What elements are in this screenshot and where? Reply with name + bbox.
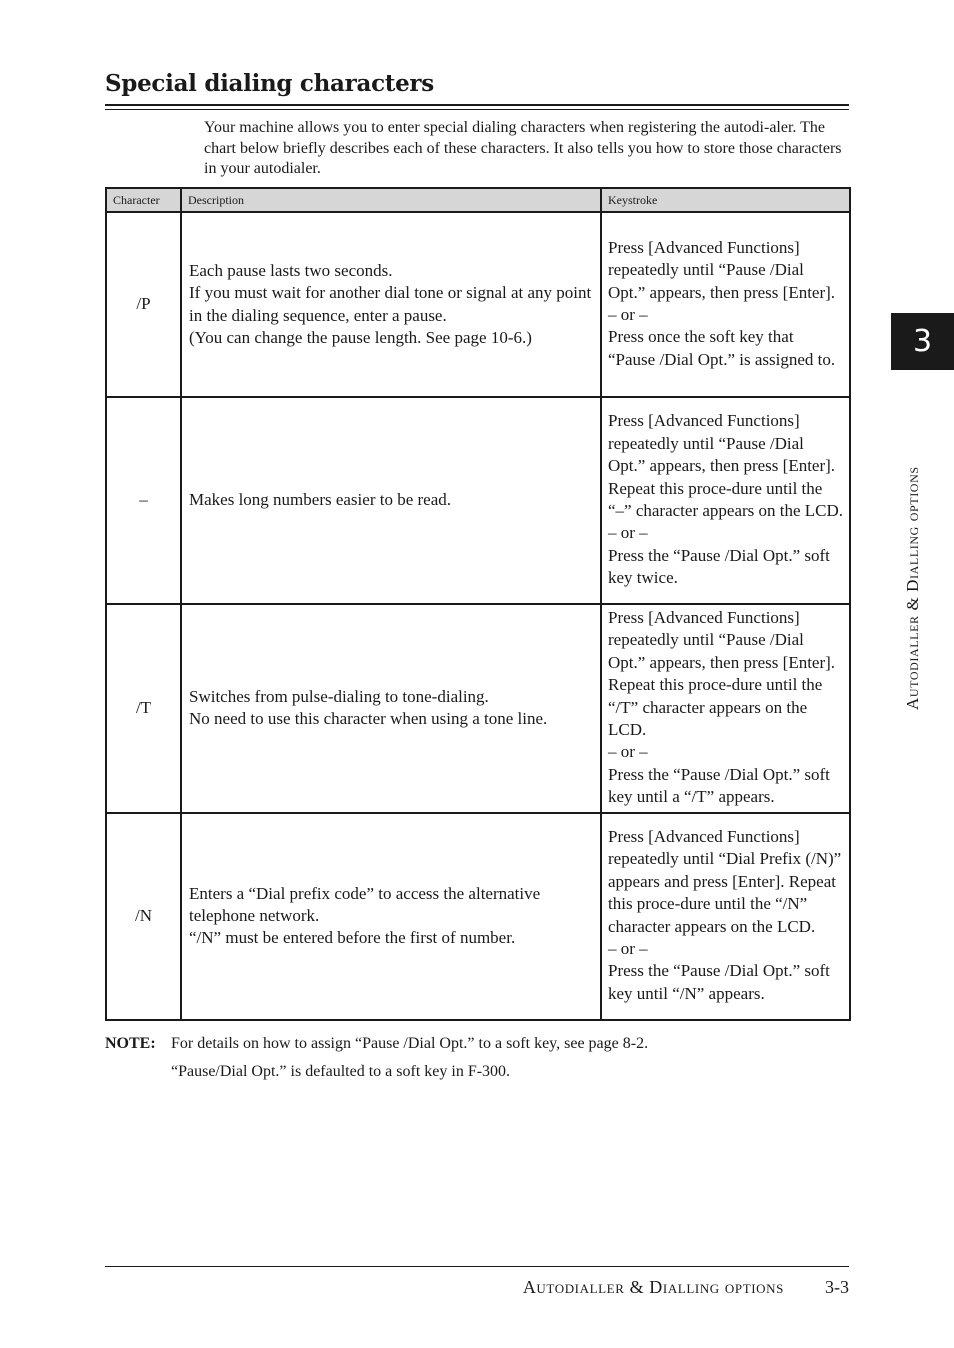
keystroke-separator: – or – [608, 939, 648, 959]
table-row [106, 813, 850, 1020]
keystroke-cell [601, 397, 850, 604]
keystroke-separator: – or – [608, 742, 648, 762]
keystroke-alternative: Press the “Pause /Dial Opt.” soft key until a “/T” appears. [608, 764, 830, 807]
description-cell [181, 813, 601, 1020]
page-number: 3-3 [825, 1277, 849, 1297]
keystroke-instruction: Press [Advanced Functions] repeatedly until “Pause /Dial Opt.” appears, then press [Enter]. [608, 237, 836, 302]
intro-paragraph: Your machine allows you to enter special dialing characters when registering the autodi-aler. The chart below briefly describes each of these characters. It also tells you how to store those characters in your autodialer. [204, 119, 842, 177]
chapter-tab: 3 [891, 313, 954, 370]
description-cell [181, 604, 601, 813]
title-rule-thin [105, 109, 849, 110]
special-characters-table [105, 187, 851, 1021]
table-row [106, 397, 850, 604]
note-label: NOTE: [105, 1035, 156, 1052]
description-line: No need to use this character when using a tone line. [189, 709, 548, 729]
chapter-side-label: Autodialler & Dialling options [903, 466, 922, 710]
description-cell [181, 397, 601, 604]
footer-rule [105, 1266, 849, 1267]
keystroke-alternative: Press once the soft key that “Pause /Dial Opt.” is assigned to. [608, 327, 836, 369]
description-line: If you must wait for another dial tone or signal at any point in the dialing sequence, enter a pause. [189, 283, 592, 325]
description-line: (You can change the pause length. See page 10-6.) [189, 327, 532, 347]
description-line: Switches from pulse-dialing to tone-dialing. [189, 686, 489, 706]
keystroke-alternative: Press the “Pause /Dial Opt.” soft key twice. [608, 545, 830, 588]
note-line: For details on how to assign “Pause /Dial Opt.” to a soft key, see page 8-2. [171, 1035, 649, 1052]
keystroke-instruction: Press [Advanced Functions] repeatedly until “Dial Prefix (/N)” appears and press [Enter]. Repeat this proce-dure until the “/N” character appears on the LCD. [608, 827, 842, 936]
character-cell: /T [106, 604, 181, 813]
description-line: Each pause lasts two seconds. [189, 260, 393, 280]
page-title: Special dialing characters [105, 70, 434, 97]
header-keystroke: Keystroke [601, 188, 850, 212]
character-cell: – [106, 397, 181, 604]
table-header-row [106, 188, 850, 212]
keystroke-separator: – or – [608, 305, 648, 324]
title-rule-thick [105, 104, 849, 106]
keystroke-instruction: Press [Advanced Functions] repeatedly until “Pause /Dial Opt.” appears, then press [Enter]. Repeat this proce-dure until the “–” character appears on the LCD. [608, 411, 844, 520]
footer-section-title: Autodialler & Dialling options [522, 1277, 784, 1297]
keystroke-alternative: Press the “Pause /Dial Opt.” soft key until “/N” appears. [608, 961, 830, 1003]
keystroke-cell [601, 604, 850, 813]
note-line: “Pause/Dial Opt.” is defaulted to a soft key in F-300. [171, 1063, 511, 1080]
keystroke-cell [601, 813, 850, 1020]
character-cell: /N [106, 813, 181, 1020]
description-cell [181, 212, 601, 397]
table-row [106, 212, 850, 397]
description-line: Enters a “Dial prefix code” to access the alternative telephone network. [189, 883, 541, 925]
table-row [106, 604, 850, 813]
header-description: Description [181, 188, 601, 212]
keystroke-instruction: Press [Advanced Functions] repeatedly until “Pause /Dial Opt.” appears, then press [Enter]. Repeat this proce-dure until the “/T” character appears on the LCD. [608, 608, 836, 740]
header-character: Character [106, 188, 181, 212]
character-cell: /P [106, 212, 181, 397]
description-line: “/N” must be entered before the first of number. [189, 928, 516, 948]
keystroke-separator: – or – [608, 523, 648, 543]
keystroke-cell [601, 212, 850, 397]
description-line: Makes long numbers easier to be read. [189, 490, 451, 510]
